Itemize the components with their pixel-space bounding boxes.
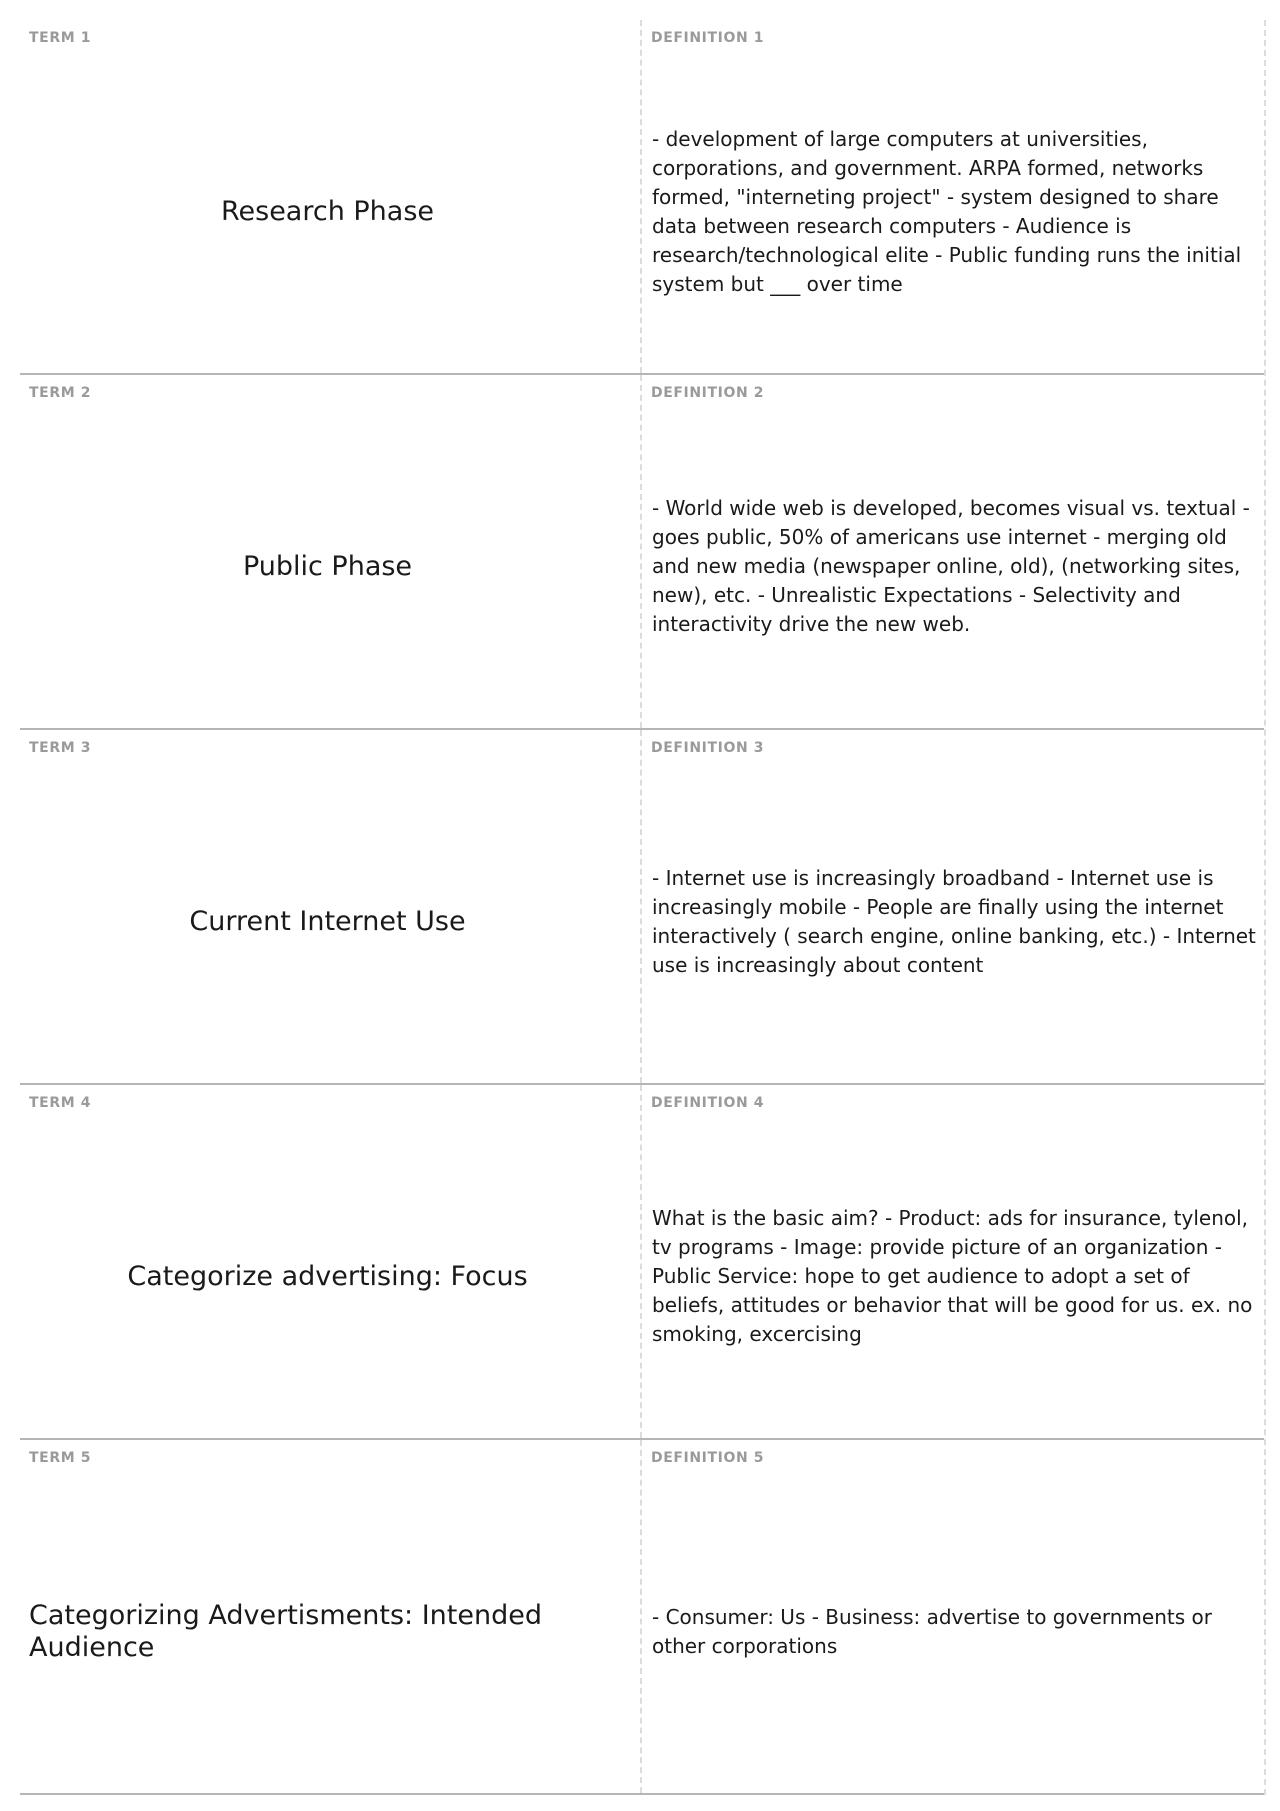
definition-label: DEFINITION 2: [651, 385, 765, 401]
term-cell: [20, 730, 642, 1083]
definition-cell: [642, 375, 1264, 728]
flashcard-row: [20, 730, 1264, 1085]
definition-text: - development of large computers at universities, corporations, and government. ARPA formed, networks formed, "interneting project" - system designed to share data between research computers - Audience is research/technological elite - Public funding runs the initial system but ___ over time: [652, 126, 1242, 296]
term-label: TERM 2: [29, 385, 92, 401]
term-label: TERM 3: [29, 740, 92, 756]
flashcard-sheet: [20, 20, 1266, 1795]
definition-text-wrap: [652, 770, 1256, 1073]
flashcard-row: [20, 20, 1264, 375]
term-cell: [20, 1085, 642, 1438]
term-label: TERM 1: [29, 30, 92, 46]
flashcard-row: [20, 1440, 1264, 1795]
definition-text-wrap: [652, 1125, 1256, 1428]
term-cell: [20, 20, 642, 373]
definition-text: - World wide web is developed, becomes visual vs. textual - goes public, 50% of americans use internet - merging old and new media (newspaper online, old), (networking sites, new), etc. - Unrealistic Expectations - Selectivity and interactivity drive the new web.: [652, 496, 1250, 636]
flashcard-row: [20, 375, 1264, 730]
term-text: Public Phase: [242, 550, 413, 582]
definition-label: DEFINITION 4: [651, 1095, 765, 1111]
term-text: Categorizing Advertisments: Intended Audience: [29, 1599, 542, 1663]
definition-text-wrap: [652, 415, 1256, 718]
definition-text: What is the basic aim? - Product: ads for insurance, tylenol, tv programs - Image: provide picture of an organization - Public Service: hope to get audience to adopt a set of beliefs, attitudes or behavior that will be good for us. ex. no smoking, excercising: [652, 1206, 1253, 1346]
definition-cell: [642, 20, 1264, 373]
term-label: TERM 5: [29, 1450, 92, 1466]
definition-label: DEFINITION 5: [651, 1450, 765, 1466]
definition-label: DEFINITION 3: [651, 740, 765, 756]
definition-cell: [642, 730, 1264, 1083]
definition-text-wrap: [652, 1480, 1256, 1783]
term-label: TERM 4: [29, 1095, 92, 1111]
flashcard-row: [20, 1085, 1264, 1440]
term-text: Categorize advertising: Focus: [127, 1260, 528, 1292]
term-cell: [20, 375, 642, 728]
term-cell: [20, 1440, 642, 1793]
definition-text-wrap: [652, 60, 1256, 363]
term-text: Research Phase: [220, 195, 435, 227]
definition-label: DEFINITION 1: [651, 30, 765, 46]
definition-cell: [642, 1085, 1264, 1438]
definition-text: - Internet use is increasingly broadband - Internet use is increasingly mobile - People are finally using the internet interactively ( search engine, online banking, etc.) - Internet use is increasingly about content: [652, 865, 1256, 977]
definition-cell: [642, 1440, 1264, 1793]
definition-text: - Consumer: Us - Business: advertise to governments or other corporations: [652, 1604, 1212, 1658]
term-text: Current Internet Use: [189, 905, 466, 937]
